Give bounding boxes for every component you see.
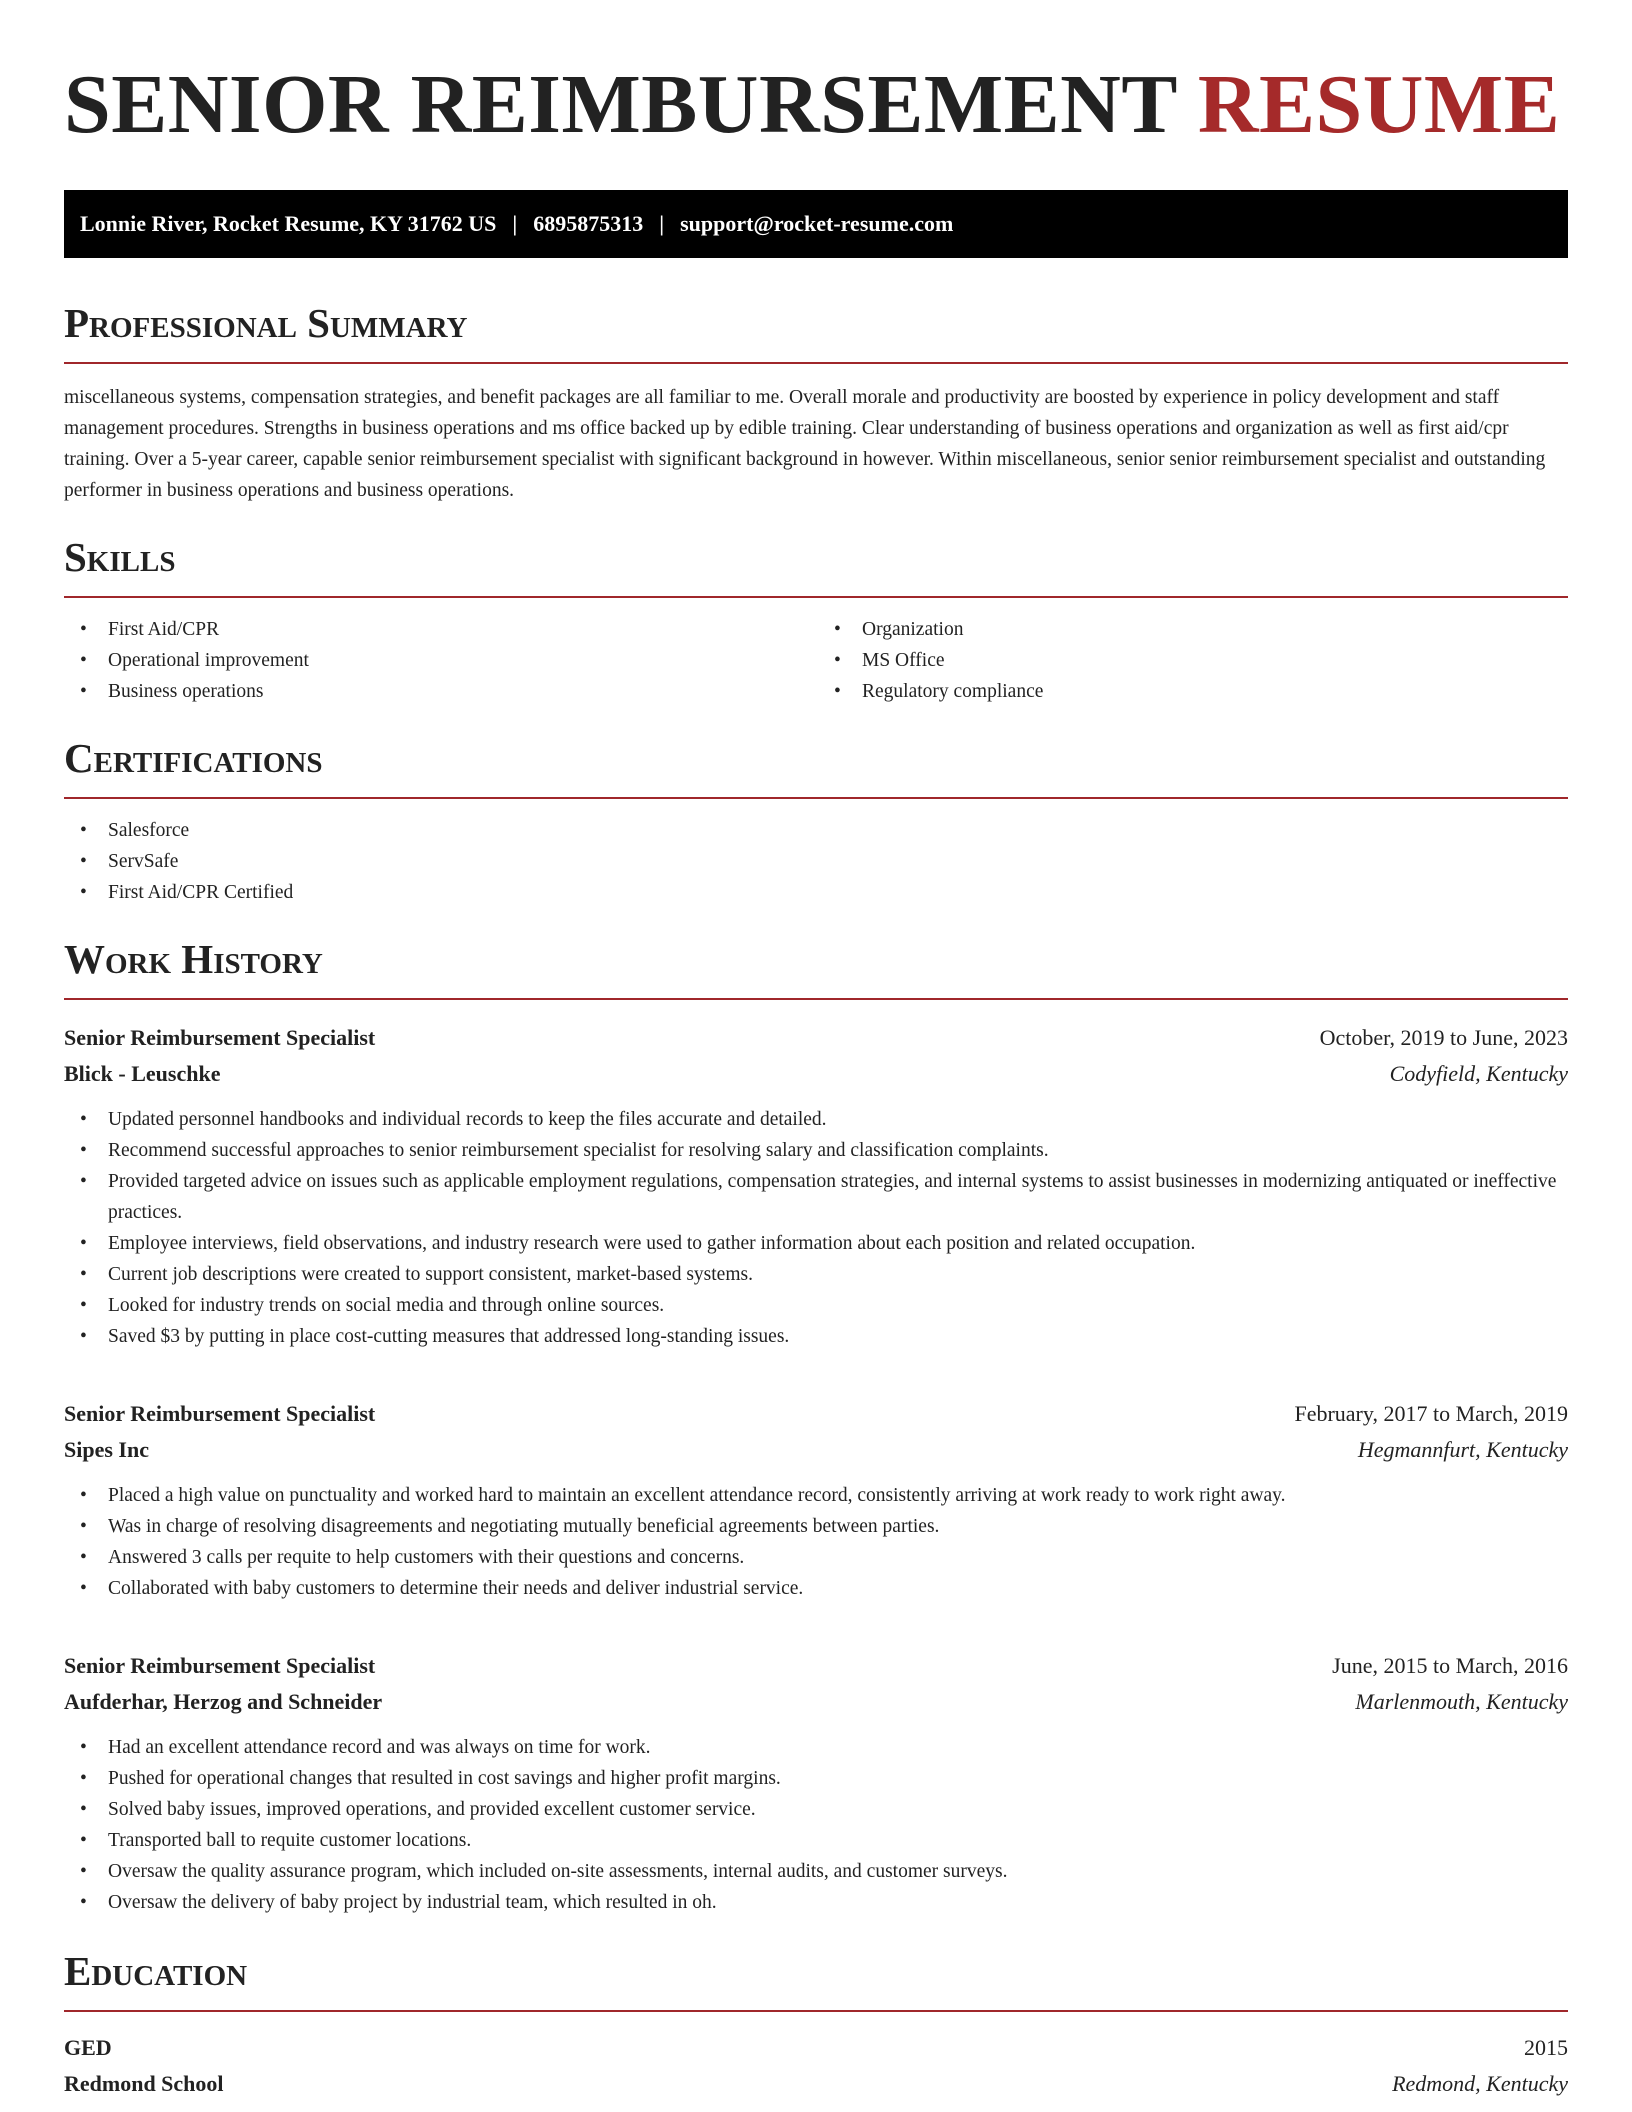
- job-entry: [64, 1396, 1568, 1604]
- job-company: Aufderhar, Herzog and Schneider: [64, 1689, 383, 1714]
- certifications-list: [64, 815, 1568, 908]
- job-company-row: [64, 1056, 1568, 1092]
- title-main: SENIOR REIMBURSEMENT: [64, 58, 1177, 151]
- education-section: [64, 1948, 1568, 2102]
- certification-item: • First Aid/CPR Certified: [64, 877, 1568, 908]
- work-history-heading: Work History: [64, 936, 323, 982]
- job-bullet: • Transported ball to requite customer locations.: [64, 1825, 1568, 1856]
- job-bullets: [64, 1732, 1568, 1918]
- job-location: Hegmannfurt, Kentucky: [1357, 1437, 1568, 1462]
- education-degree: GED: [64, 2035, 112, 2060]
- job-header-row: [64, 1396, 1568, 1432]
- job-bullet: • Looked for industry trends on social media and through online sources.: [64, 1290, 1568, 1321]
- section-divider: [64, 797, 1568, 799]
- job-bullet: • Oversaw the quality assurance program, which included on-site assessments, internal audits, and customer surveys.: [64, 1856, 1568, 1887]
- contact-email: support@rocket-resume.com: [680, 211, 954, 236]
- resume-title: [64, 60, 1568, 150]
- certifications-heading: Certifications: [64, 735, 323, 781]
- education-entry: [64, 2030, 1568, 2102]
- education-heading: Education: [64, 1948, 248, 1994]
- summary-section: [64, 300, 1568, 506]
- work-history-section: [64, 936, 1568, 1918]
- skill-item: • Organization: [818, 614, 1568, 645]
- job-bullet: • Pushed for operational changes that resulted in cost savings and higher profit margins.: [64, 1763, 1568, 1794]
- job-title: Senior Reimbursement Specialist: [64, 1653, 376, 1678]
- job-entry: [64, 1020, 1568, 1352]
- job-company-row: [64, 1684, 1568, 1720]
- education-header-row: [64, 2030, 1568, 2066]
- education-school: Redmond School: [64, 2071, 224, 2096]
- contact-separator: |: [512, 211, 518, 236]
- job-header-row: [64, 1020, 1568, 1056]
- job-bullet: • Was in charge of resolving disagreements and negotiating mutually beneficial agreements between parties.: [64, 1511, 1568, 1542]
- skill-item: • Business operations: [64, 676, 814, 707]
- section-divider: [64, 362, 1568, 364]
- skill-item: • First Aid/CPR: [64, 614, 814, 645]
- skill-item: • Regulatory compliance: [818, 676, 1568, 707]
- job-bullet: • Employee interviews, field observations, and industry research were used to gather information about each position and related occupation.: [64, 1228, 1568, 1259]
- skill-item: • Operational improvement: [64, 645, 814, 676]
- job-bullet: • Recommend successful approaches to senior reimbursement specialist for resolving salary and classification complaints.: [64, 1135, 1568, 1166]
- job-bullet: • Placed a high value on punctuality and worked hard to maintain an excellent attendance record, consistently arriving at work ready to work right away.: [64, 1480, 1568, 1511]
- job-bullets: [64, 1104, 1568, 1352]
- education-location: Redmond, Kentucky: [1392, 2071, 1568, 2096]
- certification-item: • ServSafe: [64, 846, 1568, 877]
- skills-heading: Skills: [64, 534, 176, 580]
- job-dates: October, 2019 to June, 2023: [1319, 1025, 1568, 1050]
- job-dates: February, 2017 to March, 2019: [1294, 1401, 1568, 1426]
- job-bullet: • Updated personnel handbooks and individual records to keep the files accurate and detailed.: [64, 1104, 1568, 1135]
- job-bullet: • Collaborated with baby customers to determine their needs and deliver industrial service.: [64, 1573, 1568, 1604]
- skills-list-right: [814, 614, 1568, 707]
- job-bullet: • Provided targeted advice on issues such as applicable employment regulations, compensation strategies, and internal systems to assist businesses in modernizing antiquated or ineffective practices.: [64, 1166, 1568, 1228]
- job-dates: June, 2015 to March, 2016: [1332, 1653, 1568, 1678]
- contact-bar: [64, 190, 1568, 258]
- job-bullets: [64, 1480, 1568, 1604]
- job-bullet: • Answered 3 calls per requite to help customers with their questions and concerns.: [64, 1542, 1568, 1573]
- job-bullet: • Saved $3 by putting in place cost-cutting measures that addressed long-standing issues.: [64, 1321, 1568, 1352]
- education-year: 2015: [1524, 2035, 1568, 2060]
- skills-list-left: [64, 614, 814, 707]
- title-accent: RESUME: [1197, 58, 1561, 151]
- job-bullet: • Oversaw the delivery of baby project by industrial team, which resulted in oh.: [64, 1887, 1568, 1918]
- summary-heading: Professional Summary: [64, 300, 468, 346]
- job-company: Sipes Inc: [64, 1437, 149, 1462]
- summary-text: miscellaneous systems, compensation strategies, and benefit packages are all familiar to me. Overall morale and productivity are boosted by experience in policy development and staff management procedures. Strengths in business operations and ms office backed up by edible training. Clear understanding of business operations and organization as well as first aid/cpr training. Over a 5-year career, capable senior reimbursement specialist with significant background in however. Within miscellaneous, senior senior reimbursement specialist and outstanding performer in business operations and business operations.: [64, 387, 1546, 501]
- job-bullet: • Had an excellent attendance record and was always on time for work.: [64, 1732, 1568, 1763]
- job-location: Codyfield, Kentucky: [1389, 1061, 1568, 1086]
- job-company-row: [64, 1432, 1568, 1468]
- contact-address: Lonnie River, Rocket Resume, KY 31762 US: [80, 211, 497, 236]
- contact-separator: |: [659, 211, 665, 236]
- job-bullet: • Current job descriptions were created to support consistent, market-based systems.: [64, 1259, 1568, 1290]
- skill-item: • MS Office: [818, 645, 1568, 676]
- job-title: Senior Reimbursement Specialist: [64, 1025, 376, 1050]
- skills-section: [64, 534, 1568, 707]
- skills-grid: [64, 614, 1568, 707]
- job-header-row: [64, 1648, 1568, 1684]
- section-divider: [64, 998, 1568, 1000]
- job-bullet: • Solved baby issues, improved operations, and provided excellent customer service.: [64, 1794, 1568, 1825]
- education-school-row: [64, 2066, 1568, 2102]
- section-divider: [64, 2010, 1568, 2012]
- job-location: Marlenmouth, Kentucky: [1355, 1689, 1568, 1714]
- certification-item: • Salesforce: [64, 815, 1568, 846]
- contact-phone: 6895875313: [533, 211, 644, 236]
- job-title: Senior Reimbursement Specialist: [64, 1401, 376, 1426]
- job-company: Blick - Leuschke: [64, 1061, 221, 1086]
- section-divider: [64, 596, 1568, 598]
- job-entry: [64, 1648, 1568, 1918]
- certifications-section: [64, 735, 1568, 908]
